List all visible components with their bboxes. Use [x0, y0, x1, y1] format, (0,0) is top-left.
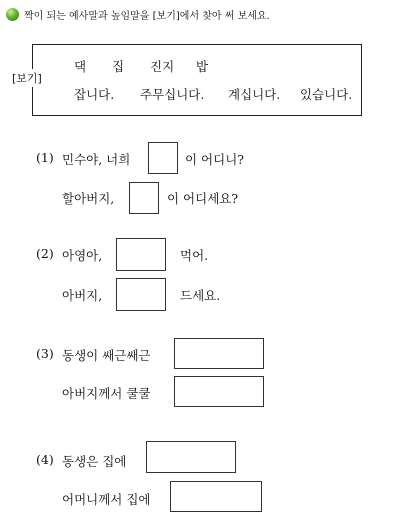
example-verb: 있습니다. [300, 87, 353, 102]
example-verb: 주무십니다. [140, 87, 205, 102]
question-text: 아버지께서 쿨쿨 [62, 386, 151, 401]
example-noun: 진지 [150, 59, 175, 74]
question-text: 할아버지, [62, 191, 115, 206]
question-text: 이 어디니? [185, 152, 244, 167]
question-text: 어머니께서 집에 [62, 492, 151, 507]
answer-box[interactable] [148, 142, 178, 174]
question-number: (1) [36, 150, 54, 165]
answer-box[interactable] [170, 481, 262, 512]
question-text: 먹어. [180, 248, 209, 263]
answer-box[interactable] [116, 278, 166, 311]
instruction-text: 짝이 되는 예사말과 높임말을 [보기]에서 찾아 써 보세요. [24, 10, 270, 22]
question-text: 동생은 집에 [62, 454, 127, 469]
example-noun: 밥 [196, 59, 209, 74]
question-text: 민수야, 너희 [62, 152, 131, 167]
example-noun: 집 [112, 59, 125, 74]
question-number: (4) [36, 452, 54, 467]
instruction [6, 4, 270, 24]
answer-box[interactable] [129, 182, 159, 214]
question-text: 동생이 쌔근쌔근 [62, 348, 151, 363]
answer-box[interactable] [146, 441, 236, 473]
example-verb: 잡니다. [74, 87, 115, 102]
answer-box[interactable] [174, 338, 264, 369]
example-box [32, 44, 362, 116]
question-number: (2) [36, 246, 54, 261]
question-text: 드세요. [180, 288, 221, 303]
answer-box[interactable] [116, 238, 166, 271]
question-text: 아영아, [62, 248, 103, 263]
example-box-label: [보기] [12, 69, 42, 87]
example-noun: 댁 [74, 59, 87, 74]
example-verb: 계십니다. [228, 87, 281, 102]
answer-box[interactable] [174, 376, 264, 407]
question-text: 아버지, [62, 288, 103, 303]
green-ball-icon [6, 8, 19, 21]
question-text: 이 어디세요? [167, 191, 239, 206]
question-number: (3) [36, 346, 54, 361]
